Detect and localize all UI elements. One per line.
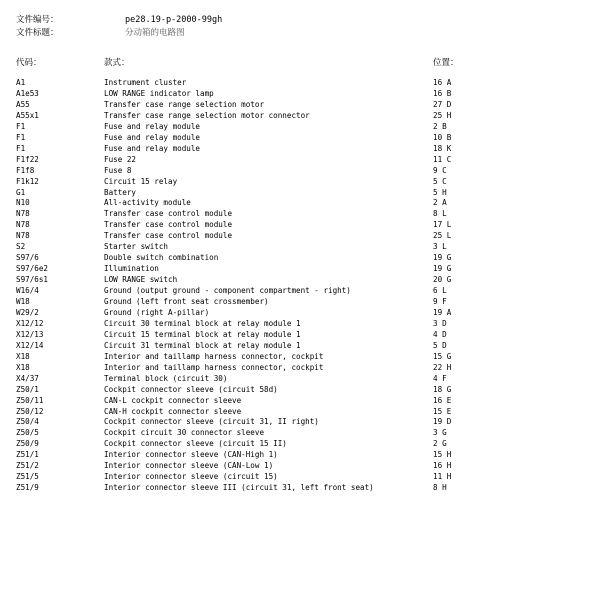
component-name: Fuse 8	[104, 165, 132, 175]
table-row	[0, 176, 603, 187]
component-name: Transfer case range selection motor connector	[104, 110, 310, 120]
component-name: Fuse 22	[104, 154, 137, 164]
component-name: Circuit 31 terminal block at relay module 1	[104, 340, 301, 350]
table-row	[0, 143, 603, 154]
component-code: X18	[16, 351, 30, 361]
component-position: 19 G	[433, 264, 452, 274]
table-row	[0, 395, 603, 406]
table-row	[0, 208, 603, 219]
component-code: N10	[16, 198, 30, 208]
component-position: 5 H	[433, 187, 447, 197]
component-code: Z50/11	[16, 395, 44, 405]
component-name: Circuit 15 relay	[104, 176, 178, 186]
component-name: LOW RANGE indicator lamp	[104, 88, 214, 98]
component-code: F1k12	[16, 176, 39, 186]
table-row	[0, 351, 603, 362]
component-position: 3 D	[433, 318, 447, 328]
component-position: 16 B	[433, 88, 452, 98]
table-row	[0, 384, 603, 395]
component-name: Fuse and relay module	[104, 132, 201, 142]
table-row	[0, 438, 603, 449]
component-code: Z50/5	[16, 428, 39, 438]
component-name: Illumination	[104, 264, 159, 274]
component-code: Z51/9	[16, 483, 39, 493]
component-code: Z50/9	[16, 439, 39, 449]
component-position: 2 G	[433, 439, 447, 449]
name-header: 款式：	[104, 58, 130, 68]
component-name: Transfer case control module	[104, 220, 233, 230]
component-name: All-activity module	[104, 198, 191, 208]
component-position: 9 C	[433, 165, 447, 175]
table-row	[0, 373, 603, 384]
table-row	[0, 77, 603, 88]
component-code: S97/6e2	[16, 264, 49, 274]
table-row	[0, 230, 603, 241]
table-row	[0, 99, 603, 110]
table-row	[0, 197, 603, 208]
component-position: 11 C	[433, 154, 452, 164]
component-code: A1e53	[16, 88, 39, 98]
component-code: S97/6	[16, 253, 39, 263]
component-name: Fuse and relay module	[104, 121, 201, 131]
component-name: Interior connector sleeve III (circuit 31, left front seat)	[104, 483, 374, 493]
table-row	[0, 406, 603, 417]
component-name: Cockpit circuit 30 connector sleeve	[104, 428, 265, 438]
table-row	[0, 121, 603, 132]
component-position: 22 H	[433, 362, 452, 372]
table-row	[0, 416, 603, 427]
table-row	[0, 154, 603, 165]
component-position: 3 L	[433, 242, 447, 252]
doc-number-label: 文件编号：	[16, 15, 59, 25]
table-row	[0, 329, 603, 340]
component-position: 11 H	[433, 472, 452, 482]
component-code: Z51/2	[16, 461, 39, 471]
component-name: Interior and taillamp harness connector, cockpit	[104, 351, 324, 361]
component-name: Transfer case range selection motor	[104, 99, 265, 109]
component-code: X12/12	[16, 318, 44, 328]
table-row	[0, 165, 603, 176]
component-name: Circuit 15 terminal block at relay module 1	[104, 329, 301, 339]
table-row	[0, 285, 603, 296]
table-row	[0, 132, 603, 143]
component-code: X18	[16, 362, 30, 372]
component-position: 2 B	[433, 121, 447, 131]
component-code: Z50/1	[16, 384, 39, 394]
component-name: Transfer case control module	[104, 209, 233, 219]
component-code: N78	[16, 220, 30, 230]
component-code: G1	[16, 187, 26, 197]
component-position: 15 E	[433, 406, 452, 416]
table-row	[0, 427, 603, 438]
component-code: X12/14	[16, 340, 44, 350]
component-code: F1	[16, 121, 26, 131]
component-position: 19 D	[433, 417, 452, 427]
component-position: 8 H	[433, 483, 447, 493]
component-name: Ground (output ground - component compartment - right)	[104, 286, 351, 296]
table-row	[0, 187, 603, 198]
table-row	[0, 241, 603, 252]
component-code: A55	[16, 99, 30, 109]
component-code: F1f22	[16, 154, 39, 164]
component-code: S2	[16, 242, 26, 252]
component-position: 4 D	[433, 329, 447, 339]
component-code: Z50/12	[16, 406, 44, 416]
component-name: Circuit 30 terminal block at relay module 1	[104, 318, 301, 328]
component-position: 8 L	[433, 209, 447, 219]
component-name: Cockpit connector sleeve (circuit 15 II)	[104, 439, 287, 449]
component-code: Z51/1	[16, 450, 39, 460]
table-row	[0, 110, 603, 121]
component-name: LOW RANGE switch	[104, 275, 178, 285]
table-row	[0, 274, 603, 285]
component-code: F1	[16, 143, 26, 153]
doc-title-label: 文件标题：	[16, 28, 59, 38]
component-code: W29/2	[16, 307, 39, 317]
component-name: CAN-H cockpit connector sleeve	[104, 406, 242, 416]
component-code: A55x1	[16, 110, 39, 120]
component-name: Ground (right A-pillar)	[104, 307, 210, 317]
component-name: Starter switch	[104, 242, 169, 252]
component-name: Interior connector sleeve (CAN-High 1)	[104, 450, 278, 460]
component-code: Z50/4	[16, 417, 39, 427]
component-position: 5 C	[433, 176, 447, 186]
component-code: A1	[16, 78, 26, 87]
code-header: 代码：	[16, 58, 42, 68]
component-position: 9 F	[433, 297, 447, 306]
component-name: Terminal block (circuit 30)	[104, 373, 228, 383]
table-row	[0, 482, 603, 493]
component-position: 25 H	[433, 110, 452, 120]
table-row	[0, 471, 603, 482]
component-position: 15 H	[433, 450, 452, 460]
table-row	[0, 318, 603, 329]
component-position: 6 L	[433, 286, 447, 296]
table-row	[0, 296, 603, 307]
component-position: 20 G	[433, 275, 452, 285]
component-name: Ground (left front seat crossmember)	[104, 297, 269, 306]
component-name: Interior and taillamp harness connector, cockpit	[104, 362, 324, 372]
component-name: Instrument cluster	[104, 78, 187, 87]
doc-number-value: pe28.19-p-2000-99gh	[125, 15, 223, 25]
component-position: 2 A	[433, 198, 447, 208]
component-code: F1	[16, 132, 26, 142]
doc-title-value: 分动箱的电路图	[125, 28, 185, 38]
table-row	[0, 340, 603, 351]
component-position: 15 G	[433, 351, 452, 361]
component-position: 27 D	[433, 99, 452, 109]
component-code: S97/6s1	[16, 275, 49, 285]
table-row	[0, 219, 603, 230]
component-name: Interior connector sleeve (circuit 15)	[104, 472, 278, 482]
component-name: Cockpit connector sleeve (circuit 58d)	[104, 384, 278, 394]
component-position: 4 F	[433, 373, 447, 383]
component-code: N78	[16, 231, 30, 241]
component-position: 19 G	[433, 253, 452, 263]
position-header: 位置：	[433, 58, 459, 68]
component-code: X4/37	[16, 373, 39, 383]
component-name: CAN-L cockpit connector sleeve	[104, 395, 242, 405]
table-row	[0, 263, 603, 274]
component-code: F1f8	[16, 165, 35, 175]
component-position: 19 A	[433, 307, 452, 317]
component-code: X12/13	[16, 329, 44, 339]
component-code: W18	[16, 297, 30, 306]
component-name: Fuse and relay module	[104, 143, 201, 153]
component-name: Battery	[104, 187, 137, 197]
component-position: 3 G	[433, 428, 447, 438]
component-name: Interior connector sleeve (CAN-Low 1)	[104, 461, 274, 471]
table-row	[0, 307, 603, 318]
table-row	[0, 88, 603, 99]
component-position: 25 L	[433, 231, 452, 241]
table-row	[0, 449, 603, 460]
component-name: Double switch combination	[104, 253, 219, 263]
table-row	[0, 362, 603, 373]
table-row	[0, 252, 603, 263]
component-code: N78	[16, 209, 30, 219]
component-position: 16 H	[433, 461, 452, 471]
component-name: Cockpit connector sleeve (circuit 31, II right)	[104, 417, 319, 427]
component-code: Z51/5	[16, 472, 39, 482]
component-position: 16 A	[433, 78, 452, 87]
component-position: 17 L	[433, 220, 452, 230]
component-position: 16 E	[433, 395, 452, 405]
component-position: 10 B	[433, 132, 452, 142]
component-position: 18 G	[433, 384, 452, 394]
component-code: W16/4	[16, 286, 39, 296]
component-position: 5 D	[433, 340, 447, 350]
component-position: 18 K	[433, 143, 452, 153]
table-row	[0, 460, 603, 471]
component-name: Transfer case control module	[104, 231, 233, 241]
